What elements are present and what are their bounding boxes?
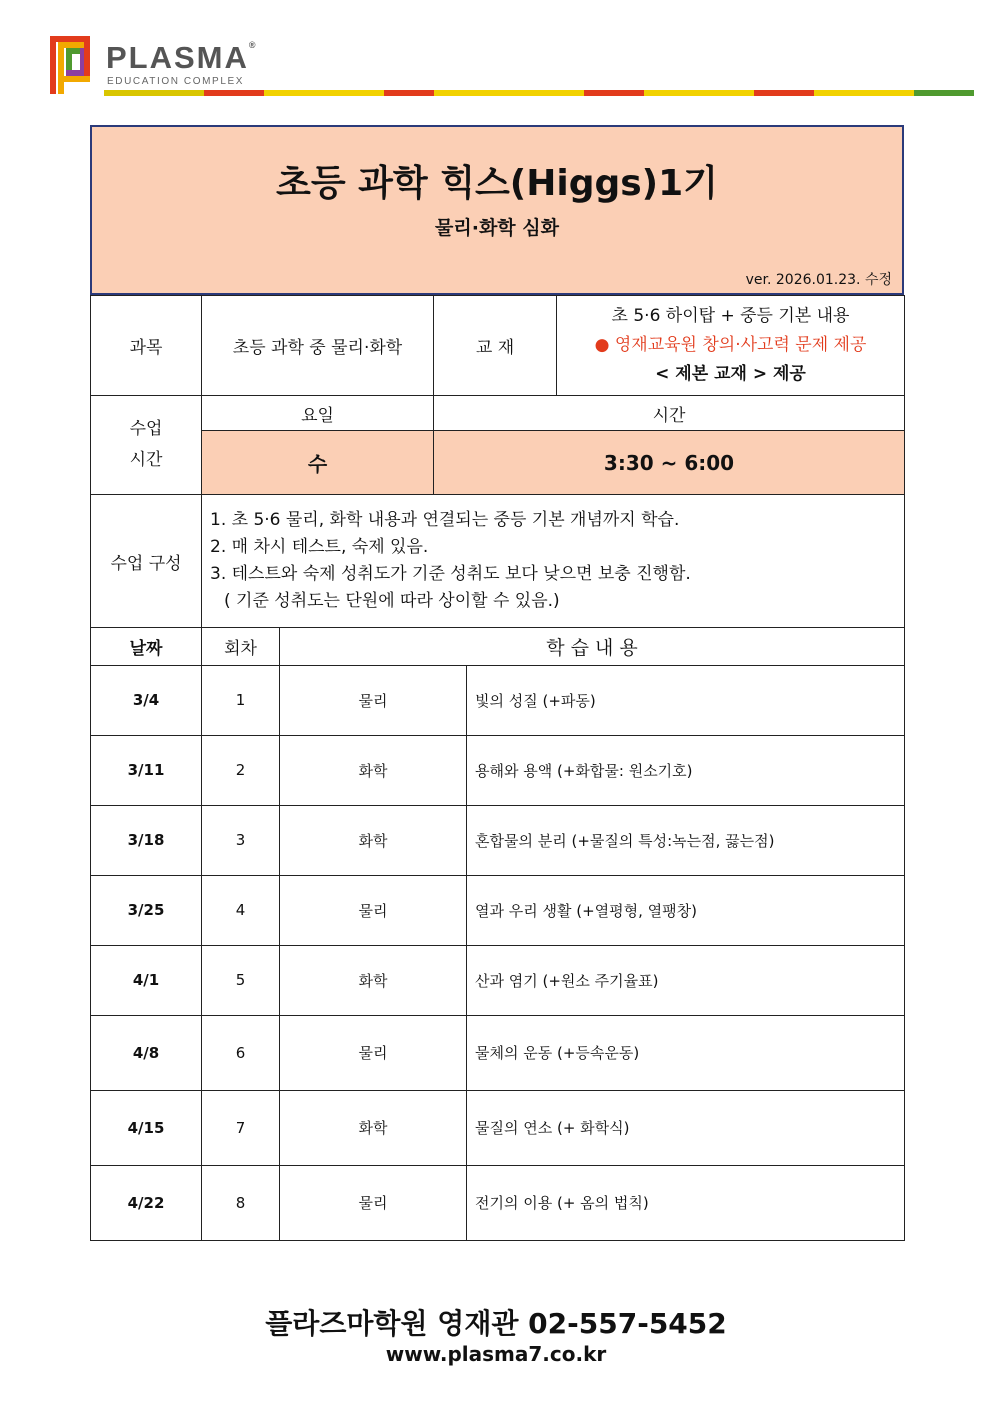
textbook-line2: ● 영재교육원 창의·사고력 문제 제공 bbox=[594, 335, 867, 355]
composition-list bbox=[202, 495, 905, 628]
footer-contact: 플라즈마학원 영재관 02-557-5452 bbox=[265, 1307, 727, 1340]
composition-label: 수업 구성 bbox=[91, 495, 202, 628]
page-title: 초등 과학 힉스(Higgs)1기 bbox=[276, 163, 718, 204]
row-subject: 화학 bbox=[280, 1090, 467, 1165]
row-date: 4/1 bbox=[91, 945, 202, 1015]
info-table bbox=[90, 295, 905, 628]
color-stripe bbox=[104, 90, 974, 96]
table-row bbox=[91, 875, 905, 945]
row-subject: 화학 bbox=[280, 945, 467, 1015]
row-session: 5 bbox=[202, 945, 280, 1015]
table-row bbox=[91, 805, 905, 875]
row-topic: 물체의 운동 (+등속운동) bbox=[467, 1015, 905, 1090]
composition-item: 1. 초 5·6 물리, 화학 내용과 연결되는 중등 기본 개념까지 학습. bbox=[210, 510, 680, 530]
row-topic: 전기의 이용 (+ 옴의 법칙) bbox=[467, 1165, 905, 1240]
row-date: 3/11 bbox=[91, 735, 202, 805]
row-date: 3/4 bbox=[91, 665, 202, 735]
row-topic: 빛의 성질 (+파동) bbox=[467, 665, 905, 735]
row-subject: 물리 bbox=[280, 665, 467, 735]
class-time-label: 수업 시간 bbox=[91, 396, 202, 495]
row-topic: 물질의 연소 (+ 화학식) bbox=[467, 1090, 905, 1165]
row-date: 3/25 bbox=[91, 875, 202, 945]
page-subtitle: 물리·화학 심화 bbox=[435, 217, 559, 239]
table-row bbox=[91, 665, 905, 735]
table-row bbox=[91, 1165, 905, 1240]
textbook-line3: < 제본 교재 > 제공 bbox=[655, 364, 806, 384]
logo-subtitle: EDUCATION COMPLEX bbox=[107, 76, 245, 87]
schedule-table bbox=[90, 628, 905, 1241]
row-topic: 산과 염기 (+원소 주기율표) bbox=[467, 945, 905, 1015]
row-session: 7 bbox=[202, 1090, 280, 1165]
day-header: 요일 bbox=[202, 396, 434, 431]
row-session: 6 bbox=[202, 1015, 280, 1090]
row-subject: 물리 bbox=[280, 875, 467, 945]
day-value: 수 bbox=[202, 431, 434, 495]
row-session: 1 bbox=[202, 665, 280, 735]
row-date: 4/8 bbox=[91, 1015, 202, 1090]
row-session: 4 bbox=[202, 875, 280, 945]
table-row bbox=[91, 735, 905, 805]
subject-label: 과목 bbox=[91, 296, 202, 396]
composition-item: ( 기준 성취도는 단원에 따라 상이할 수 있음.) bbox=[224, 591, 560, 611]
content-header: 학 습 내 용 bbox=[280, 628, 905, 665]
row-topic: 열과 우리 생활 (+열평형, 열팽창) bbox=[467, 875, 905, 945]
plasma-logo bbox=[50, 36, 258, 96]
row-subject: 화학 bbox=[280, 805, 467, 875]
version-label: ver. 2026.01.23. 수정 bbox=[745, 272, 892, 288]
title-box bbox=[90, 125, 904, 295]
table-row bbox=[91, 945, 905, 1015]
subject-value: 초등 과학 중 물리·화학 bbox=[202, 296, 434, 396]
row-session: 8 bbox=[202, 1165, 280, 1240]
table-row bbox=[91, 1090, 905, 1165]
textbook-line1: 초 5·6 하이탑 + 중등 기본 내용 bbox=[611, 306, 850, 326]
table-row bbox=[91, 1015, 905, 1090]
footer-website[interactable]: www.plasma7.co.kr bbox=[385, 1342, 607, 1366]
time-value: 3:30 ~ 6:00 bbox=[434, 431, 905, 495]
row-topic: 혼합물의 분리 (+물질의 특성:녹는점, 끓는점) bbox=[467, 805, 905, 875]
row-date: 4/22 bbox=[91, 1165, 202, 1240]
row-date: 4/15 bbox=[91, 1090, 202, 1165]
row-topic: 용해와 용액 (+화합물: 원소기호) bbox=[467, 735, 905, 805]
row-date: 3/18 bbox=[91, 805, 202, 875]
row-session: 2 bbox=[202, 735, 280, 805]
logo-wordmark: PLASMA® bbox=[106, 40, 258, 75]
composition-item: 3. 테스트와 숙제 성취도가 기준 성취도 보다 낮으면 보충 진행함. bbox=[210, 564, 691, 584]
row-session: 3 bbox=[202, 805, 280, 875]
row-subject: 물리 bbox=[280, 1015, 467, 1090]
row-subject: 화학 bbox=[280, 735, 467, 805]
time-header: 시간 bbox=[434, 396, 905, 431]
plasma-logo-icon bbox=[50, 36, 92, 94]
main-document bbox=[90, 125, 904, 1241]
textbook-label: 교 재 bbox=[434, 296, 557, 396]
date-header: 날짜 bbox=[91, 628, 202, 665]
textbook-cell bbox=[557, 296, 905, 396]
composition-item: 2. 매 차시 테스트, 숙제 있음. bbox=[210, 537, 429, 557]
session-header: 회차 bbox=[202, 628, 280, 665]
row-subject: 물리 bbox=[280, 1165, 467, 1240]
